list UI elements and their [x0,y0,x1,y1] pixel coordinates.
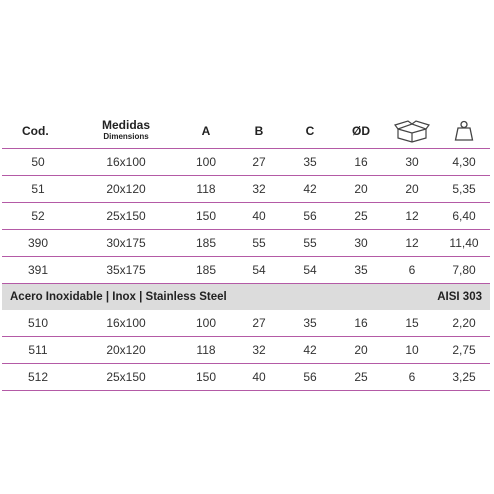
cell-dim: 16x100 [106,155,146,169]
cell-weight: 6,40 [452,209,476,223]
cell-c: 55 [303,236,317,250]
cell-a: 100 [195,155,217,169]
cell-d: 20 [354,343,368,357]
cell-a: 150 [195,370,217,384]
weight-icon [438,114,490,148]
cell-a: 118 [196,182,216,196]
cell-c: 35 [303,316,317,330]
table-row [2,203,490,230]
cell-box: 6 [408,263,416,277]
cell-box: 6 [408,370,416,384]
header-cod: Cod. [22,124,49,138]
cell-cod: 390 [27,236,49,250]
table-row [2,149,490,176]
table-row [2,230,490,257]
cell-b: 32 [252,343,266,357]
header-medidas-label: Medidas [101,118,150,132]
cell-box: 15 [405,316,419,330]
table-row [2,257,490,284]
cell-cod: 52 [31,209,45,223]
cell-d: 20 [354,182,368,196]
box-icon [386,114,438,148]
section-label: Acero Inoxidable | Inox | Stainless Steel [10,291,227,303]
cell-d: 16 [354,155,368,169]
cell-cod: 51 [31,182,45,196]
cell-c: 56 [303,370,317,384]
section-row [2,284,490,310]
cell-c: 56 [303,209,317,223]
cell-weight: 5,35 [452,182,476,196]
cell-weight: 7,80 [452,263,476,277]
cell-weight: 2,20 [452,316,476,330]
table-row [2,310,490,337]
cell-b: 32 [252,182,266,196]
rows-top [2,149,490,284]
cell-b: 40 [252,370,266,384]
cell-cod: 50 [31,155,45,169]
cell-a: 150 [195,209,217,223]
cell-d: 30 [354,236,368,250]
cell-d: 25 [354,370,368,384]
cell-b: 27 [252,155,266,169]
cell-weight: 4,30 [452,155,476,169]
cell-dim: 25x150 [106,370,146,384]
header-d: ØD [352,124,370,138]
cell-dim: 20x120 [106,182,146,196]
cell-a: 185 [195,236,217,250]
table-row [2,364,490,391]
cell-dim: 30x175 [106,236,146,250]
cell-a: 100 [195,316,217,330]
header-a: A [201,124,211,138]
cell-dim: 25x150 [106,209,146,223]
cell-cod: 511 [28,343,48,357]
cell-c: 42 [303,182,317,196]
cell-cod: 510 [27,316,49,330]
cell-b: 27 [252,316,266,330]
section-aisi: AISI 303 [437,291,482,303]
cell-cod: 391 [27,263,49,277]
table-row [2,176,490,203]
cell-box: 10 [405,343,419,357]
cell-a: 118 [196,343,216,357]
cell-c: 54 [303,263,317,277]
cell-b: 55 [252,236,266,250]
cell-dim: 35x175 [106,263,146,277]
header-dimensions-label: Dimensions [103,132,149,141]
cell-weight: 2,75 [452,343,476,357]
cell-weight: 3,25 [452,370,476,384]
header-medidas [74,114,178,148]
cell-box: 30 [405,155,419,169]
cell-c: 35 [303,155,317,169]
cell-b: 54 [252,263,266,277]
header-c: C [305,124,315,138]
table-header [2,114,490,149]
cell-box: 12 [405,236,419,250]
cell-d: 25 [354,209,368,223]
cell-a: 185 [195,263,217,277]
cell-dim: 20x120 [106,343,146,357]
cell-b: 40 [252,209,266,223]
cell-d: 35 [354,263,368,277]
cell-dim: 16x100 [106,316,146,330]
spec-table [2,114,490,391]
cell-weight: 11,40 [449,236,479,250]
cell-d: 16 [354,316,368,330]
cell-box: 12 [405,209,419,223]
cell-box: 20 [405,182,419,196]
cell-c: 42 [303,343,317,357]
header-b: B [254,124,264,138]
rows-bottom [2,310,490,391]
cell-cod: 512 [27,370,49,384]
table-row [2,337,490,364]
